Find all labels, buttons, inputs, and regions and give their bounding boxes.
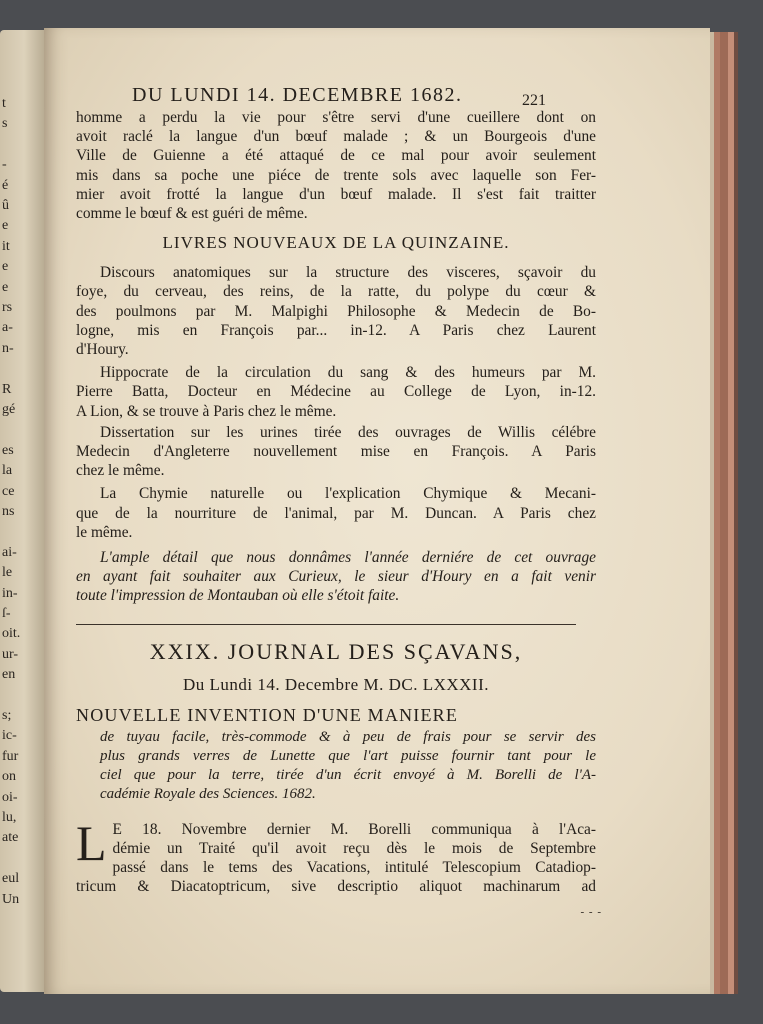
text-line: avoit raclé la langue d'un bœuf malade ; & un Bourgeois d'une xyxy=(76,128,596,146)
section-title: LIVRES NOUVEAUX DE LA QUINZAINE. xyxy=(162,233,510,253)
facing-page-fragment: s xyxy=(2,116,8,132)
book-entry xyxy=(76,263,596,359)
text-line: cadémie Royale des Sciences. 1682. xyxy=(100,785,316,802)
article-title: NOUVELLE INVENTION D'UNE MANIERE xyxy=(76,704,459,725)
facing-page-fragment: e xyxy=(2,259,9,275)
text-line: le même. xyxy=(76,523,133,541)
book-entry xyxy=(76,423,596,481)
text-line: foye, du cerveau, des reins, de la ratte, du polype du cœur & xyxy=(76,283,596,301)
text-line: Hippocrate de la circulation du sang & des humeurs par M. xyxy=(100,364,596,382)
text-line: L'ample détail que nous donnâmes l'année derniére de cet ouvrage xyxy=(100,549,596,567)
facing-page-fragment: ai- xyxy=(2,544,17,560)
facing-page-fragment: la xyxy=(2,463,13,479)
italic-note xyxy=(76,548,596,606)
text-line: homme a perdu la vie pour s'être servi d'une cueillere dont on xyxy=(76,109,596,126)
facing-page-fragment: ſ- xyxy=(2,606,11,621)
running-head: DU LUNDI 14. DECEMBRE 1682. xyxy=(132,84,463,106)
facing-page-fragment: s; xyxy=(2,708,12,723)
ornament-mark: - - - xyxy=(580,906,602,919)
text-line: Dissertation sur les urines tirée des ouvrages de Willis célébre xyxy=(100,423,596,441)
journal-title: XXIX. JOURNAL DES SÇAVANS, xyxy=(149,638,523,664)
book-entry xyxy=(76,363,596,421)
section-divider xyxy=(76,624,576,625)
facing-page-fragment: n- xyxy=(2,340,14,356)
facing-page-fragment: ate xyxy=(2,830,19,846)
facing-page-fragment: oit. xyxy=(2,626,21,642)
facing-page-fragment: t xyxy=(2,96,6,111)
article-paragraph xyxy=(76,814,602,919)
opening-paragraph xyxy=(76,108,596,223)
text-line: E 18. Novembre dernier M. Borelli communiqua à l'Aca- xyxy=(112,820,596,838)
facing-page-fragment: e xyxy=(2,279,9,295)
text-line: comme le bœuf & est guéri de même. xyxy=(76,205,308,223)
text-line: mier avoit frotté la langue d'un bœuf malade. Il s'est fait traitter xyxy=(76,185,596,203)
facing-page-fragment: ic- xyxy=(2,728,17,744)
facing-page-fragment: en xyxy=(2,667,16,683)
facing-page-fragment: gé xyxy=(2,402,16,417)
text-line: d'Houry. xyxy=(76,341,129,359)
facing-page-fragment: a- xyxy=(2,320,13,336)
facing-page-fragment: é xyxy=(2,177,9,193)
facing-page-fragment: on xyxy=(2,769,16,785)
facing-page-fragment: ur- xyxy=(2,646,19,662)
drop-cap: L xyxy=(76,814,107,871)
book-entry xyxy=(76,484,596,542)
facing-page-fragment: oi- xyxy=(2,789,18,805)
facing-page-fragment: lu, xyxy=(2,810,17,825)
facing-page-fragment: rs xyxy=(2,300,13,315)
text-line: A Lion, & se trouve à Paris chez le même. xyxy=(76,402,337,420)
facing-page-fragment: in- xyxy=(2,585,18,601)
text-line: La Chymie naturelle ou l'explication Chymique & Mecani- xyxy=(100,485,596,503)
text-line: des poulmons par M. Malpighi Philosophe & Medecin de Bo- xyxy=(76,302,596,320)
facing-page-fragment: - xyxy=(2,157,7,173)
facing-page-fragment: ns xyxy=(2,504,15,519)
facing-page-fragment: es xyxy=(2,442,14,458)
text-line: Discours anatomiques sur la structure des visceres, sçavoir du xyxy=(100,264,596,282)
text-line: que de la nourriture de l'animal, par M. Duncan. A Paris chez xyxy=(76,504,596,522)
facing-page-fragment: e xyxy=(2,218,9,234)
text-line: logne, mis en François par... in-12. A Paris chez Laurent xyxy=(76,321,596,339)
text-line: en ayant fait souhaiter aux Curieux, le sieur d'Houry en a fait venir xyxy=(76,568,596,586)
text-line: chez le même. xyxy=(76,462,165,480)
article-subtitle xyxy=(76,728,596,804)
page-number: 221 xyxy=(522,92,546,109)
page-content xyxy=(76,108,602,919)
page-edge xyxy=(720,32,728,994)
text-line: Ville de Guienne a été attaqué de ce mal pour avoir seulement xyxy=(76,147,596,165)
text-line: tricum & Diacatoptricum, sive descriptio aliquot machinarum ad xyxy=(76,878,596,896)
text-line: Medecin d'Angleterre nouvellement mise en François. A Paris xyxy=(76,443,596,461)
facing-page-fragment: it xyxy=(2,238,10,254)
facing-page-fragment: R xyxy=(2,381,12,397)
facing-page-fragment: eul xyxy=(2,871,20,887)
facing-page-fragment: Un xyxy=(2,891,20,907)
facing-page-fragment: le xyxy=(2,565,13,581)
issue-date: Du Lundi 14. Decembre M. DC. LXXXII. xyxy=(183,674,489,694)
text-line: mis dans sa poche une piéce de trente sols avec laquelle son Fer- xyxy=(76,166,596,184)
text-line: Pierre Batta, Docteur en Médecine au College de Lyon, in-12. xyxy=(76,383,596,401)
text-line: démie un Traité qu'il avoit reçu dès le mois de Septembre xyxy=(112,839,596,857)
facing-page-fragment: fur xyxy=(2,748,19,764)
facing-page-fragment: ce xyxy=(2,483,15,499)
book-page xyxy=(44,28,710,994)
text-line: ciel que pour la terre, tirée d'un écrit envoyé à M. Borelli de l'A- xyxy=(100,766,596,783)
text-line: de tuyau facile, très-commode & à peu de frais pour se servir des xyxy=(100,728,596,745)
text-line: passé dans le tems des Vacations, intitulé Telescopium Catadiop- xyxy=(112,859,596,877)
facing-page-fragment: û xyxy=(2,198,9,213)
facing-page xyxy=(0,30,44,992)
text-line: toute l'impression de Montauban où elle s'étoit faite. xyxy=(76,587,400,605)
text-line: plus grands verres de Lunette que l'art puisse fournir tant pour le xyxy=(100,747,596,764)
page-edge xyxy=(734,32,738,994)
